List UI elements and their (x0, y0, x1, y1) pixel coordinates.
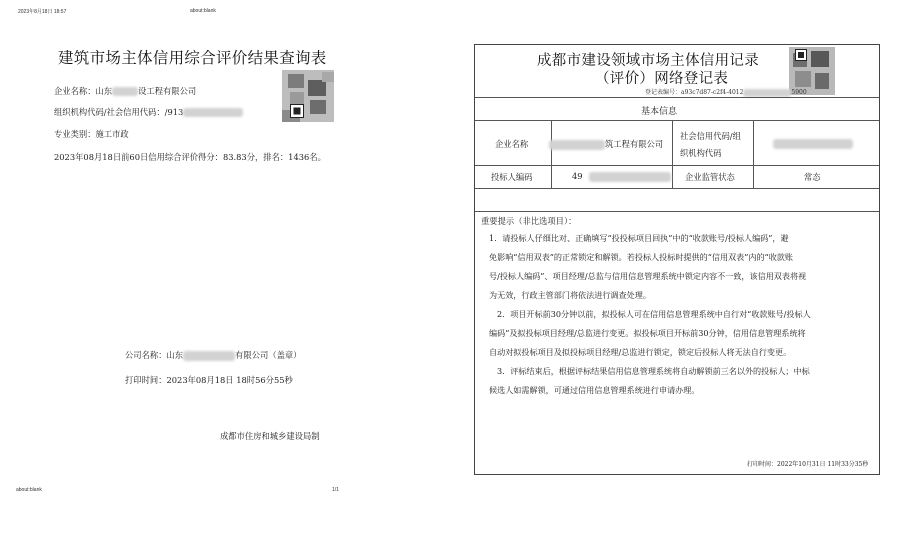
section-title: 基本信息 (641, 107, 678, 117)
notice-line: 2．项目开标前30分钟以前，拟投标人可在信用信息管理系统中自行对“收款账号/投标人 (497, 309, 811, 319)
qr-finder-icon (795, 49, 807, 61)
company-name-suffix: 设工程有限公司 (138, 86, 197, 96)
org-code-label: 组织机构代码/社会信用代码：/913 (54, 107, 184, 117)
notice-line: 号/投标人编码”、项目经理/总监与信用信息管理系统中锁定内容不一致，该信用双表将视 (489, 271, 807, 281)
notice-paragraphs (489, 229, 811, 400)
credit-record-registration-form (474, 44, 880, 475)
credit-code-label (680, 128, 741, 162)
redaction-blur (743, 89, 791, 97)
bidder-number-label: 投标人编码 (491, 172, 533, 182)
company-name-value (549, 138, 663, 150)
category-line: 专业类别：施工市政 (54, 129, 129, 139)
supervision-status-value: 常态 (804, 172, 821, 182)
redaction-blur (112, 87, 138, 96)
issuer-line: 成都市住房和城乡建设局制 (220, 431, 320, 441)
score-line: 2023年08月18日前60日信用综合评价得分：83.83分，排名：1436名。 (54, 152, 326, 162)
company-name-line (54, 85, 196, 97)
print-footer-url: about:blank (16, 487, 42, 493)
print-header-url: about:blank (190, 8, 216, 14)
page-title: 建筑市场主体信用综合评价结果查询表 (58, 49, 327, 67)
credit-code-label-line2: 织机构代码 (680, 148, 722, 158)
registration-number (645, 87, 807, 97)
credit-code-value (773, 138, 853, 149)
credit-evaluation-query-page (8, 0, 353, 500)
right-print-time: 打印时间：2022年10月31日 11时33分35秒 (747, 461, 869, 468)
table-row-divider (475, 188, 879, 189)
seal-company-suffix: 有限公司（盖章） (235, 350, 302, 360)
redaction-blur (773, 139, 853, 149)
redaction-blur (549, 140, 605, 150)
notice-line: 编码”及拟投标项目经理/总监进行变更。拟投标项目开标前30分钟，信用信息管理系统将 (489, 328, 806, 338)
seal-company-prefix: 公司名称：山东 (125, 350, 184, 360)
table-col-divider (753, 120, 754, 188)
print-header-datetime: 2023年8月18日 18:57 (18, 9, 67, 15)
notice-line: 3．评标结束后，根据评标结果信用信息管理系统将自动解锁前三名以外的投标人；中标 (497, 366, 810, 376)
company-name-label: 企业名称：山东 (54, 86, 113, 96)
registration-number-tail: 5900 (791, 89, 807, 96)
credit-code-label-line1: 社会信用代码/组 (680, 131, 741, 141)
table-row-divider (475, 211, 879, 212)
form-title-line2: （评价）网络登记表 (595, 71, 729, 87)
org-code-line (54, 106, 243, 118)
print-footer-page: 1/1 (332, 487, 339, 493)
bidder-number-prefix: 49 (572, 171, 583, 181)
notice-line: 免影响“信用双表”的正常锁定和解锁。若投标人投标时提供的“信用双表”内的“收款账 (489, 252, 793, 262)
redaction-blur (183, 351, 235, 361)
qr-finder-icon (290, 104, 304, 118)
company-name-label: 企业名称 (495, 139, 529, 149)
table-col-divider (551, 120, 552, 188)
registration-number-text: 登记表编号：a93c7d87-c2f4-4012 (645, 89, 744, 96)
bidder-number-value (572, 171, 671, 182)
notice-line: 1．请投标人仔细比对、正确填写“投投标项目回执”中的“收款账号/投标人编码”，避 (489, 233, 789, 243)
notice-line: 为无效，行政主管部门将依法进行调查处理。 (489, 290, 651, 300)
left-print-time: 打印时间：2023年08月18日 18时56分55秒 (125, 375, 293, 385)
table-col-divider (672, 120, 673, 188)
table-row-divider (475, 120, 879, 121)
table-border-top (475, 97, 879, 98)
company-name-value-suffix: 筑工程有限公司 (605, 139, 664, 149)
supervision-status-label: 企业监管状态 (685, 172, 735, 182)
table-row-divider (475, 165, 879, 166)
notice-line: 自动对拟投标项目及拟投标项目经理/总监进行锁定，锁定后投标人将无法自行变更。 (489, 347, 792, 357)
notice-title: 重要提示（非比选项目）： (481, 216, 577, 226)
seal-company-line (125, 349, 301, 361)
redaction-blur (183, 108, 243, 117)
form-title-line1: 成都市建设领域市场主体信用记录 (537, 53, 759, 69)
notice-line: 候选人如需解锁，可通过信用信息管理系统进行申请办理。 (489, 385, 700, 395)
redaction-blur (589, 172, 671, 182)
